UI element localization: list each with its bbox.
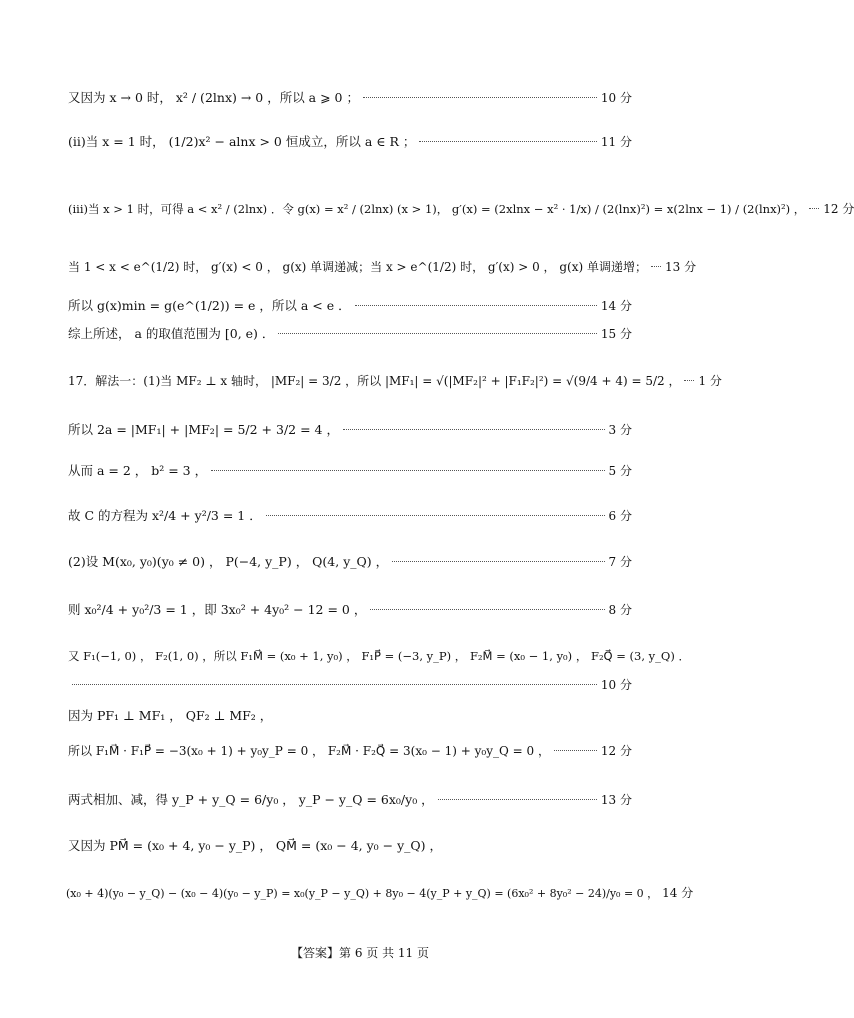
leader-dots: [554, 750, 597, 751]
leader-dots: [419, 141, 597, 142]
line-text: 又因为 x → 0 时， x² / (2lnx) → 0 ，所以 a ⩾ 0 ；: [68, 90, 359, 105]
leader-dots: [363, 97, 597, 98]
solution-line-4: [68, 258, 697, 275]
solution-line-7: [68, 372, 722, 389]
line-text: 故 C 的方程为 x²/4 + y²/3 = 1 ．: [68, 508, 262, 523]
line-text: (2)设 M(x₀, y₀)(y₀ ≠ 0) ， P(−4, y_P) ， Q(4, y_Q) ，: [68, 554, 389, 569]
line-text: 当 1 < x < e^(1/2) 时， g′(x) < 0 ， g(x) 单调递减；当 x > e^(1/2) 时， g′(x) > 0 ， g(x) 单调递增；: [68, 260, 647, 274]
page-footer: 【答案】第 6 页 共 11 页: [291, 946, 429, 960]
score-label: 14 分: [600, 298, 632, 313]
score-label: 3 分: [608, 422, 632, 437]
line-text: 综上所述， a 的取值范围为 [0, e) ．: [68, 326, 275, 341]
score-label: 5 分: [608, 463, 632, 478]
score-label: 13 分: [600, 792, 632, 807]
leader-dots: [809, 208, 819, 209]
score-label: 10 分: [600, 90, 632, 105]
solution-line-2: [68, 132, 632, 150]
score-label: 12 分: [600, 744, 632, 758]
line-text: (iii)当 x > 1 时，可得 a < x² / (2lnx) ．令 g(x) = x² / (2lnx) (x > 1)， g′(x) = (2xlnx − x² · 1/x) / (2(lnx)²) = x(2lnx − 1) / (2(lnx)²) ，: [68, 201, 806, 216]
score-label: 7 分: [608, 554, 632, 569]
solution-line-17: [68, 836, 632, 854]
solution-line-13-continuation: [68, 676, 632, 693]
line-text: 两式相加、减，得 y_P + y_Q = 6/y₀ ， y_P − y_Q = 6x₀/y₀ ，: [68, 792, 434, 807]
score-label: 6 分: [608, 508, 632, 523]
solution-line-1: [68, 88, 632, 106]
leader-dots: [355, 305, 597, 306]
solution-line-14: [68, 706, 632, 724]
score-label: 8 分: [608, 602, 632, 617]
solution-line-12: [68, 600, 632, 618]
line-text: 所以 2a = |MF₁| + |MF₂| = 5/2 + 3/2 = 4 ，: [68, 422, 339, 437]
solution-line-16: [68, 790, 632, 808]
leader-dots: [684, 380, 694, 381]
score-label: 13 分: [665, 260, 697, 274]
line-text: 所以 g(x)min = g(e^(1/2)) = e ，所以 a < e ．: [68, 298, 351, 313]
line-text: 又因为 PM⃗ = (x₀ + 4, y₀ − y_P) ， QM⃗ = (x₀ − 4, y₀ − y_Q) ，: [68, 838, 442, 853]
solution-line-8: [68, 420, 632, 438]
leader-dots: [72, 684, 597, 685]
leader-dots: [392, 561, 604, 562]
solution-line-3: [68, 200, 854, 217]
line-text: 所以 F₁M⃗ · F₁P⃗ = −3(x₀ + 1) + y₀y_P = 0 ， F₂M⃗ · F₂Q⃗ = 3(x₀ − 1) + y₀y_Q = 0 ，: [68, 744, 550, 758]
solution-line-18: [66, 884, 694, 901]
solution-line-15: [68, 742, 632, 759]
score-label: 12 分: [823, 202, 854, 216]
line-text: 则 x₀²/4 + y₀²/3 = 1 ，即 3x₀² + 4y₀² − 12 = 0 ，: [68, 602, 367, 617]
line-text: (x₀ + 4)(y₀ − y_Q) − (x₀ − 4)(y₀ − y_P) = x₀(y_P − y_Q) + 8y₀ − 4(y_P + y_Q) = (6x₀² + 8y₀² − 24)/y₀ = 0 ，: [66, 886, 659, 900]
leader-dots: [278, 333, 597, 334]
leader-dots: [438, 799, 597, 800]
line-text: 从而 a = 2 ， b² = 3 ，: [68, 463, 208, 478]
leader-dots: [211, 470, 604, 471]
leader-dots: [651, 266, 661, 267]
leader-dots: [370, 609, 604, 610]
line-text: 因为 PF₁ ⊥ MF₁ ， QF₂ ⊥ MF₂ ，: [68, 708, 273, 723]
line-text: 17．解法一：(1)当 MF₂ ⊥ x 轴时， |MF₂| = 3/2 ，所以 |MF₁| = √(|MF₂|² + |F₁F₂|²) = √(9/4 + 4) = 5/2 ，: [68, 374, 681, 388]
solution-line-5: [68, 296, 632, 314]
score-label: 1 分: [698, 374, 722, 388]
leader-dots: [343, 429, 605, 430]
score-label: 14 分: [662, 886, 694, 900]
solution-line-13: [68, 648, 690, 664]
line-text: (ii)当 x = 1 时， (1/2)x² − alnx > 0 恒成立，所以 a ∈ R ；: [68, 134, 416, 149]
solution-line-11: [68, 552, 632, 570]
score-label: 15 分: [600, 326, 632, 341]
solution-line-9: [68, 461, 632, 479]
solution-line-10: [68, 506, 632, 524]
line-text: 又 F₁(−1, 0) ， F₂(1, 0) ，所以 F₁M⃗ = (x₀ + 1, y₀) ， F₁P⃗ = (−3, y_P) ， F₂M⃗ = (x₀ − 1, y₀) ， F₂Q⃗ = (3, y_Q) ．: [68, 649, 690, 663]
score-label: 11 分: [600, 134, 632, 149]
solution-line-6: [68, 324, 632, 342]
leader-dots: [266, 515, 605, 516]
score-label: 10 分: [600, 678, 632, 692]
